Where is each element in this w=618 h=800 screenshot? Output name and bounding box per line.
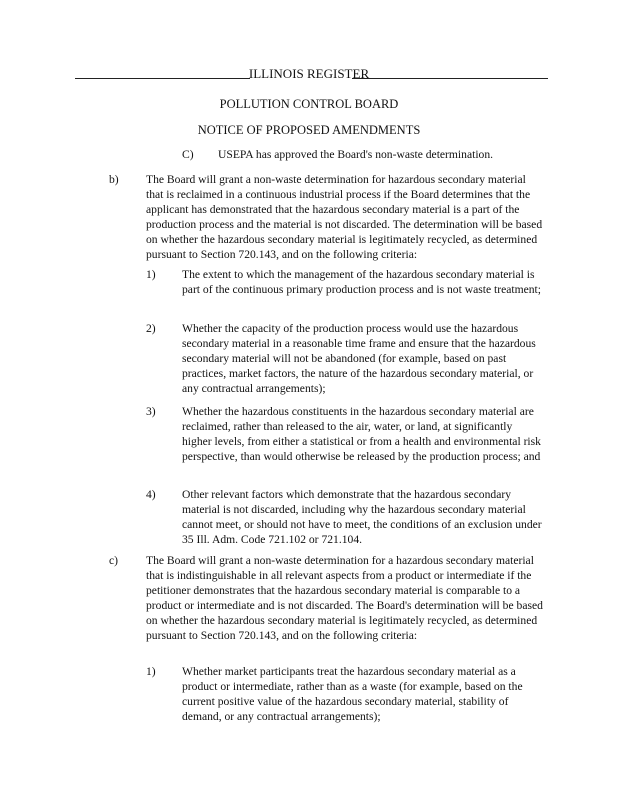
b1-text: The extent to which the management of the hazardous secondary material is part of the continuous primary production process and is not waste treatment;: [182, 268, 541, 296]
b-text: The Board will grant a non-waste determination for hazardous secondary material that is reclaimed in a continuous industrial process if the Board determines that the applicant has demonstrated that the hazardous secondary material is a part of the production process and the material is not discarded. The determination will be based on whether the hazardous secondary material is legitimately recycled, as determined pursuant to Section 720.143, and on the following criteria:: [146, 173, 543, 261]
c-text: The Board will grant a non-waste determination for a hazardous secondary material that is indistinguishable in all relevant aspects from a product or intermediate if the petitioner demonstrates that the hazardous secondary material is comparable to a product or intermediate and is not discarded. The Board's determination will be based on whether the hazardous secondary material is legitimately recycled, as determined pursuant to Section 720.143, and on the following criteria:: [146, 554, 543, 642]
c-label: c): [109, 554, 119, 567]
b4-label: 4): [146, 488, 156, 501]
board-title: POLLUTION CONTROL BOARD: [219, 97, 399, 111]
c-top-text: USEPA has approved the Board's non-waste determination.: [218, 148, 494, 161]
b2-text: Whether the capacity of the production process would use the hazardous secondary material in a reasonable time frame and ensure that the hazardous secondary material will not be abandoned (for example, based on past practices, market factors, the nature of the hazardous secondary material, or any contractual arrangements);: [182, 322, 536, 395]
b3-text: Whether the hazardous constituents in the hazardous secondary material are reclaimed, rather than released to the air, water, or land, at significantly higher levels, from either a statistical or from a health and environmental risk perspective, than would otherwise be released by the production process; and: [182, 405, 541, 463]
c1-text: Whether market participants treat the hazardous secondary material as a product or intermediate, rather than as a waste (for example, based on the current positive value of the hazardous secondary material, stability of demand, or any contractual arrangements);: [182, 665, 523, 723]
b2-label: 2): [146, 322, 156, 335]
notice-title: NOTICE OF PROPOSED AMENDMENTS: [197, 123, 421, 137]
b3-label: 3): [146, 405, 156, 418]
c1-label: 1): [146, 665, 156, 678]
b1-label: 1): [146, 268, 156, 281]
register-title: ILLINOIS REGISTER: [248, 66, 370, 81]
b-label: b): [109, 173, 119, 186]
c-top-label: C): [182, 148, 194, 161]
b4-text: Other relevant factors which demonstrate that the hazardous secondary material is not discarded, including why the hazardous secondary material cannot meet, or should not have to meet, the conditions of an exclusion under 35 Ill. Adm. Code 721.102 or 721.104.: [182, 488, 542, 546]
